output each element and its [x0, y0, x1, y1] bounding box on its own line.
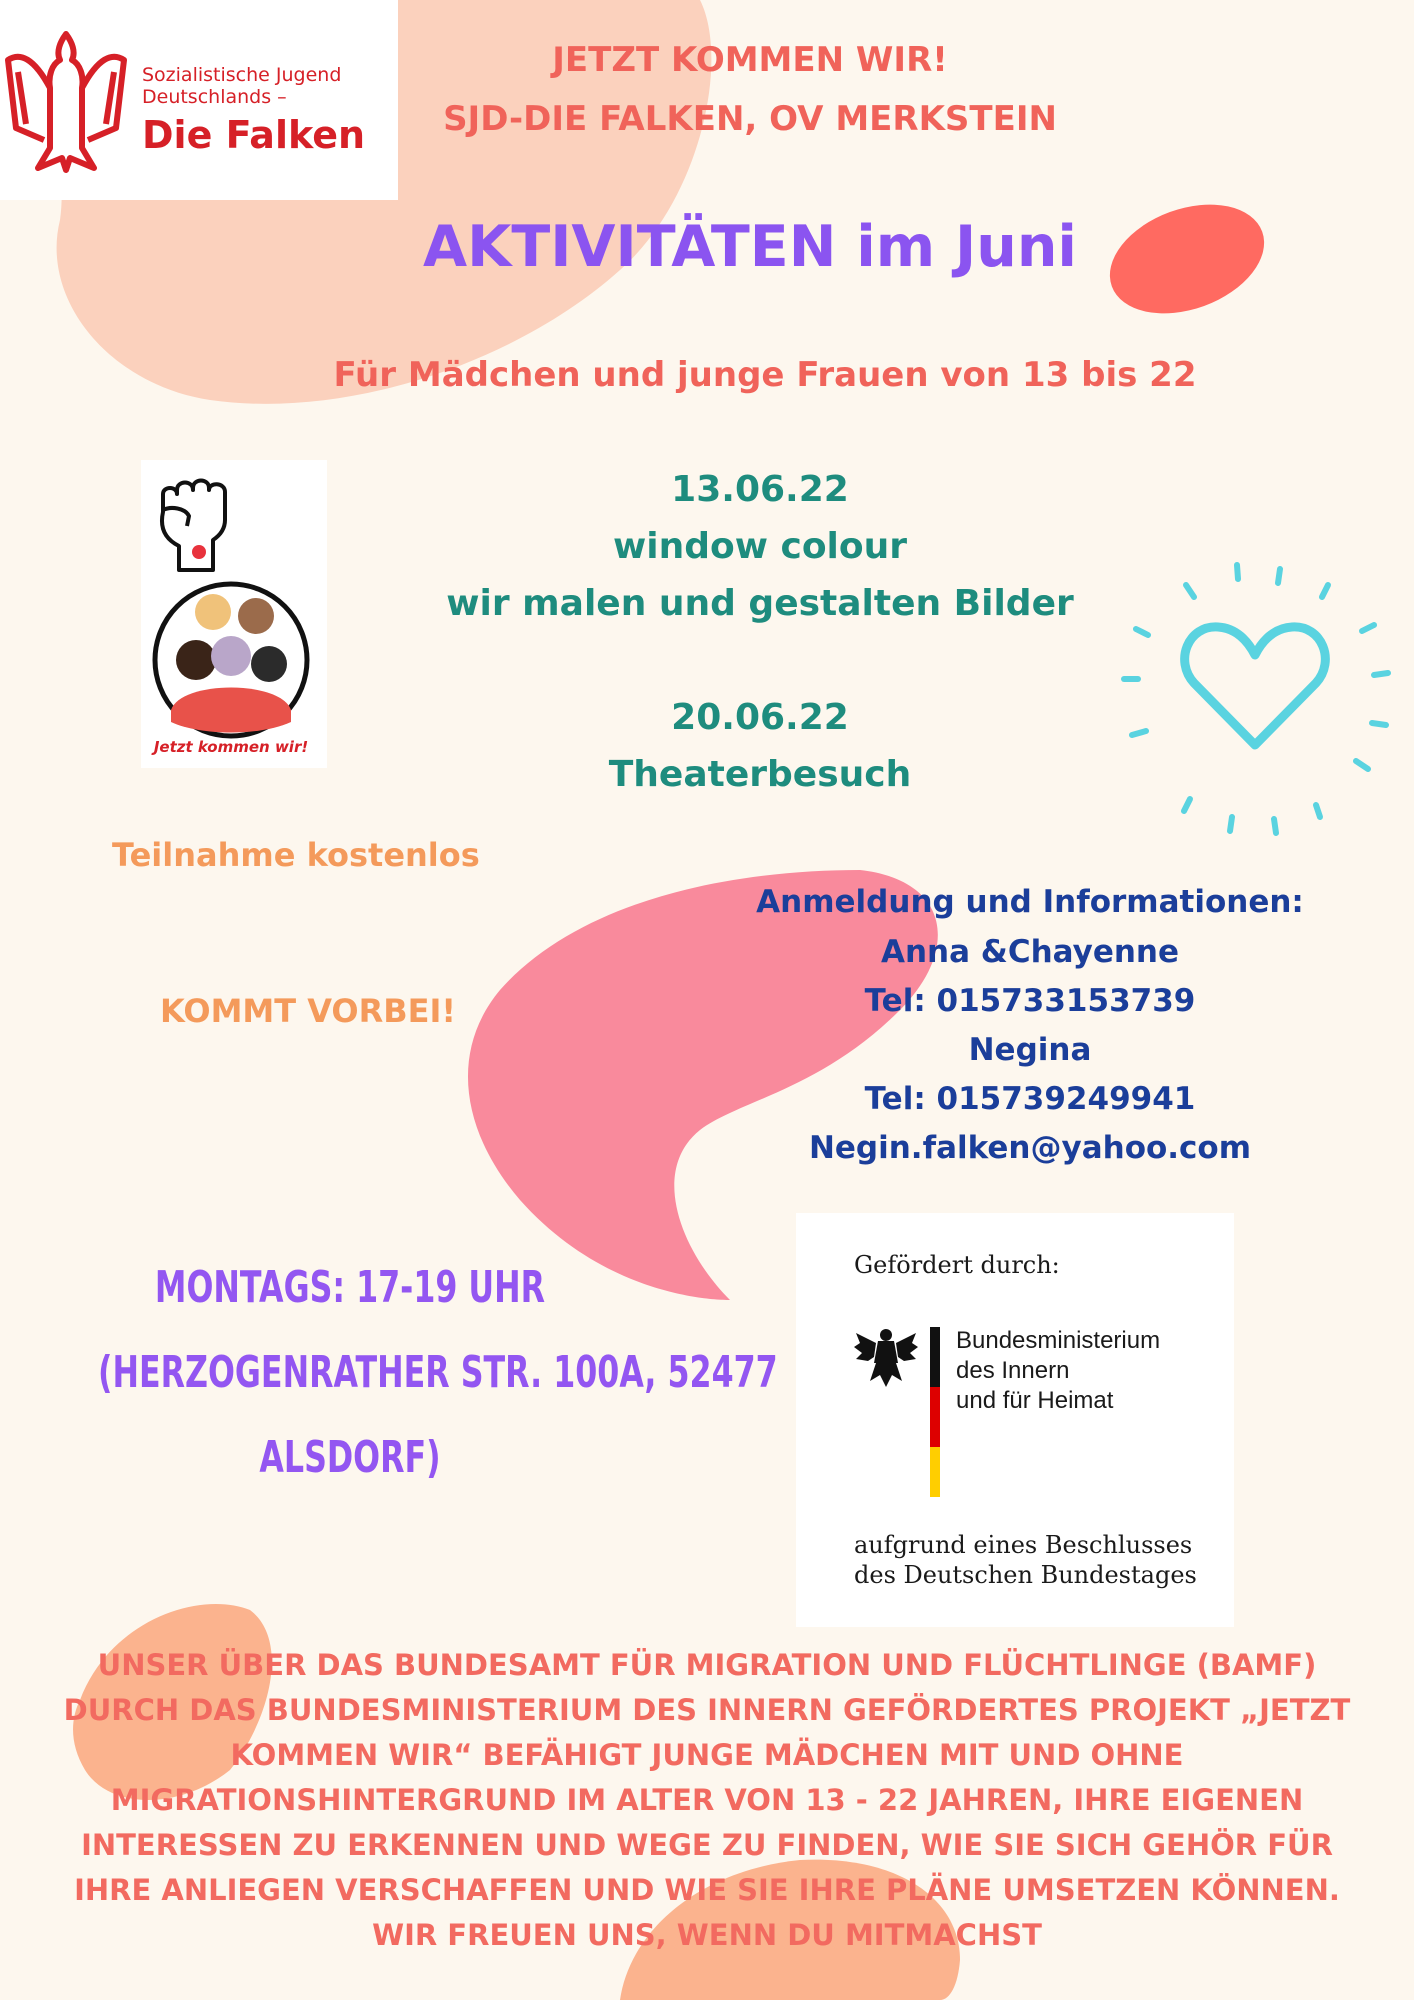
event2-title: Theaterbesuch [608, 754, 912, 795]
raised-fist-icon [141, 460, 327, 768]
footer-line: IHRE ANLIEGEN VERSCHAFFEN UND WIE SIE IHRE PLÄNE UMSETZEN KÖNNEN. [74, 1873, 1340, 1907]
contact-name1: Anna &Chayenne [880, 934, 1180, 970]
federal-eagle-icon [854, 1323, 918, 1389]
falcon-logo-icon [4, 28, 128, 178]
sponsor-note-line1: aufgrund eines Beschlusses [854, 1531, 1193, 1559]
page-subtitle: Für Mädchen und junge Frauen von 13 bis 22 [333, 355, 1197, 395]
contact-email[interactable]: Negin.falken@yahoo.com [808, 1130, 1252, 1166]
flag-stripe-red [930, 1387, 940, 1447]
footer-line: WIR FREUEN UNS, WENN DU MITMACHST [372, 1918, 1042, 1952]
flag-stripe-black [930, 1327, 940, 1387]
event1-title: window colour [612, 526, 908, 567]
contact-phone1[interactable]: Tel: 015733153739 [864, 983, 1196, 1019]
ministry-line3: und für Heimat [956, 1387, 1114, 1414]
schedule-line2: (HERZOGENRATHER STR. 100A, 52477 [97, 1347, 778, 1398]
header-line1: JETZT KOMMEN WIR! [552, 40, 948, 80]
footer-line: UNSER ÜBER DAS BUNDESAMT FÜR MIGRATION UND FLÜCHTLINGE (BAMF) [97, 1648, 1317, 1682]
schedule-line1: MONTAGS: 17-19 UHR [154, 1262, 546, 1313]
event1-description: wir malen und gestalten Bilder [446, 583, 1074, 624]
event2-date: 20.06.22 [671, 697, 849, 738]
ministry-line1: Bundesministerium [956, 1327, 1161, 1354]
project-logo-text: Jetzt kommen wir! [153, 738, 309, 756]
footer-line: KOMMEN WIR“ BEFÄHIGT JUNGE MÄDCHEN MIT UND OHNE [230, 1738, 1184, 1772]
call-to-action-text: KOMMT VORBEI! [160, 992, 457, 1030]
footer-line: INTERESSEN ZU ERKENNEN UND WEGE ZU FINDEN, WIE SIE SICH GEHÖR FÜR [81, 1828, 1333, 1862]
project-logo [141, 460, 327, 768]
logo-text-line2: Deutschlands – [142, 86, 287, 108]
contact-phone2[interactable]: Tel: 015739249941 [864, 1081, 1196, 1117]
participation-text: Teilnahme kostenlos [112, 836, 480, 874]
footer-line: DURCH DAS BUNDESMINISTERIUM DES INNERN GEFÖRDERTES PROJEKT „JETZT [63, 1693, 1351, 1727]
flag-stripe-gold [930, 1447, 940, 1497]
heart-icon [1110, 555, 1400, 845]
page-title: AKTIVITÄTEN im Juni [423, 214, 1077, 280]
logo-text-line1: Sozialistische Jugend [142, 64, 342, 86]
footer-line: MIGRATIONSHINTERGRUND IM ALTER VON 13 - 22 JAHREN, IHRE EIGENEN [110, 1783, 1304, 1817]
event1-date: 13.06.22 [671, 469, 849, 510]
logo-text-line3: Die Falken [142, 113, 366, 157]
contact-name2: Negina [968, 1032, 1092, 1068]
header-line2: SJD-DIE FALKEN, OV MERKSTEIN [443, 99, 1057, 139]
falken-logo [0, 0, 398, 200]
sponsor-box [796, 1213, 1234, 1627]
schedule-line3: ALSDORF) [259, 1432, 441, 1483]
sponsor-note-line2: des Deutschen Bundestages [854, 1561, 1197, 1589]
sponsor-label: Gefördert durch: [854, 1251, 1060, 1279]
contact-heading: Anmeldung und Informationen: [756, 884, 1304, 920]
ministry-line2: des Innern [956, 1357, 1070, 1384]
